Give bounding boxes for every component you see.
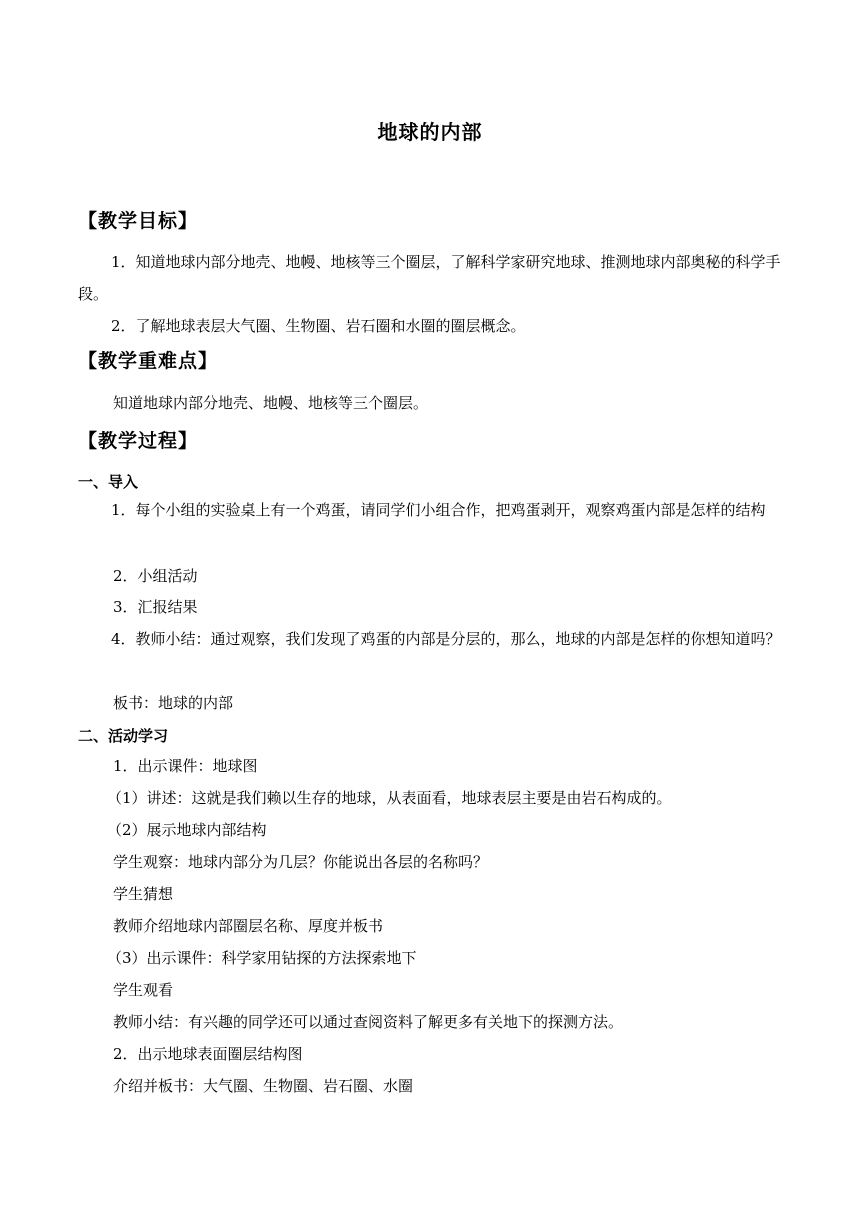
intro-item-2: 2．小组活动	[113, 567, 198, 585]
activity-item-8: 学生观看	[113, 981, 174, 999]
activity-item-4: 学生观察：地球内部分为几层？你能说出各层的名称吗？	[113, 853, 489, 871]
activity-item-7: （3）出示课件：科学家用钻探的方法探索地下	[107, 949, 417, 967]
key-points-text: 知道地球内部分地壳、地幔、地核等三个圈层。	[113, 394, 429, 412]
intro-item-3: 3．汇报结果	[113, 598, 198, 616]
key-points-heading: 【教学重难点】	[78, 350, 219, 372]
objectives-heading: 【教学目标】	[78, 210, 199, 232]
process-heading: 【教学过程】	[78, 430, 199, 452]
activity-item-3: （2）展示地球内部结构	[107, 821, 267, 839]
intro-heading: 一、导入	[78, 473, 139, 491]
activity-heading: 二、活动学习	[78, 727, 169, 745]
intro-item-1: 1．每个小组的实验桌上有一个鸡蛋，请同学们小组合作，把鸡蛋剥开，观察鸡蛋内部是怎样的结构	[111, 501, 766, 519]
activity-item-1: 1．出示课件：地球图	[113, 757, 258, 775]
activity-item-5: 学生猜想	[113, 885, 174, 903]
page-title: 地球的内部	[377, 120, 483, 144]
activity-item-10: 2．出示地球表面圈层结构图	[113, 1045, 303, 1063]
objective-item-2: 2．了解地球表层大气圈、生物圈、岩石圈和水圈的圈层概念。	[111, 317, 526, 335]
activity-item-6: 教师介绍地球内部圈层名称、厚度并板书	[113, 917, 384, 935]
intro-board-note: 板书：地球的内部	[113, 694, 234, 712]
activity-item-11: 介绍并板书：大气圈、生物圈、岩石圈、水圈	[113, 1077, 414, 1095]
objective-item-1: 1．知道地球内部分地壳、地幔、地核等三个圈层，了解科学家研究地球、推测地球内部奥秘的科学手段。	[78, 253, 781, 303]
intro-item-4: 4．教师小结：通过观察，我们发现了鸡蛋的内部是分层的，那么，地球的内部是怎样的你想知道吗？	[111, 630, 781, 648]
activity-item-2: （1）讲述：这就是我们赖以生存的地球，从表面看，地球表层主要是由岩石构成的。	[107, 789, 672, 807]
activity-item-9: 教师小结：有兴趣的同学还可以通过查阅资料了解更多有关地下的探测方法。	[113, 1013, 624, 1031]
